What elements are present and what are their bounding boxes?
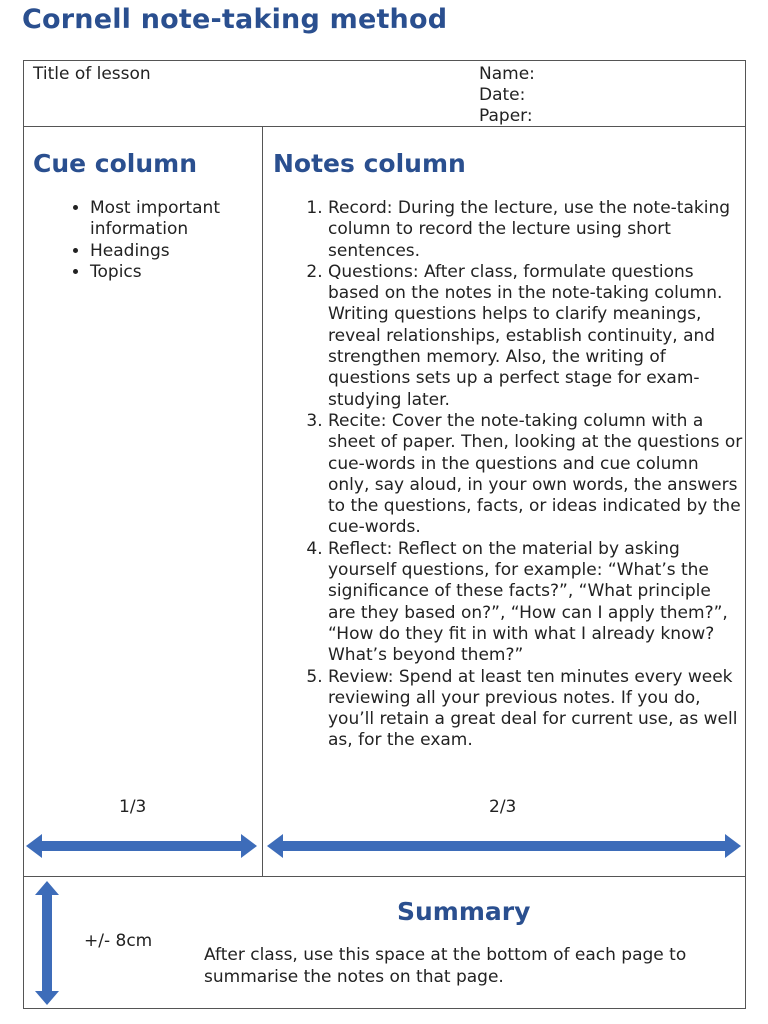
notes-item-record (328, 198, 743, 262)
notes-item-recite (328, 411, 743, 539)
cornell-frame (23, 60, 746, 1009)
summary-height-arrow-icon (32, 879, 62, 1007)
notes-item-extra: Writing questions helps to clarify meanings, reveal relationships, establish continuity, and strengthen memory. Also, the writing of questions sets up a perfect stage for exam-studying later. (328, 304, 716, 410)
name-label: Name: (479, 64, 535, 84)
date-label: Date: (479, 85, 526, 105)
notes-width-arrow-icon (265, 831, 743, 861)
notes-item-text: Questions: After class, formulate questions based on the notes in the note-taking column. (328, 261, 723, 304)
cue-width-arrow-icon (24, 831, 259, 861)
cue-column-heading: Cue column (33, 149, 198, 178)
notes-item-text: Review: Spend at least ten minutes every week reviewing all your previous notes. If you do, you’ll retain a great deal for current use, as well as, for the exam. (328, 666, 738, 751)
notes-item-reflect (328, 539, 743, 667)
summary-height-label: +/- 8cm (84, 931, 153, 951)
notes-item-text: Record: During the lecture, use the note-taking column to record the lecture using short sentences. (328, 198, 731, 261)
cue-item: • Headings (90, 241, 280, 262)
summary-heading: Summary (397, 897, 531, 926)
notes-item-text: Recite: Cover the note-taking column with a sheet of paper. Then, looking at the questions or cue-words in the questions and cue column only, say aloud, in your own words, the answers to the questions, facts, or ideas indicated by the cue-words. (328, 410, 743, 538)
notes-item-review (328, 667, 743, 752)
cue-item: • Most important information (90, 198, 280, 241)
lesson-title-label: Title of lesson (33, 64, 151, 84)
cue-fraction-label: 1/3 (119, 797, 147, 817)
meta-block (479, 64, 535, 127)
summary-text: After class, use this space at the bottom of each page to summarise the notes on that page. (204, 945, 687, 987)
page-title: Cornell note-taking method (22, 4, 448, 35)
summary-divider (24, 876, 745, 877)
notes-item-text: Reflect: Reflect on the material by asking yourself questions, for example: “What’s the significance of these facts?”, “What principle are they based on?”, “How can I apply them?”, “How do they fit in with what I already know? What’s beyond them?” (328, 538, 728, 666)
paper-label: Paper: (479, 106, 533, 126)
cue-item: • Topics (90, 262, 280, 283)
notes-column-heading: Notes column (273, 149, 466, 178)
cue-list (60, 198, 280, 283)
notes-fraction-label: 2/3 (489, 797, 517, 817)
notes-list (301, 198, 743, 752)
header-row (24, 61, 745, 127)
notes-item-questions (328, 262, 743, 411)
